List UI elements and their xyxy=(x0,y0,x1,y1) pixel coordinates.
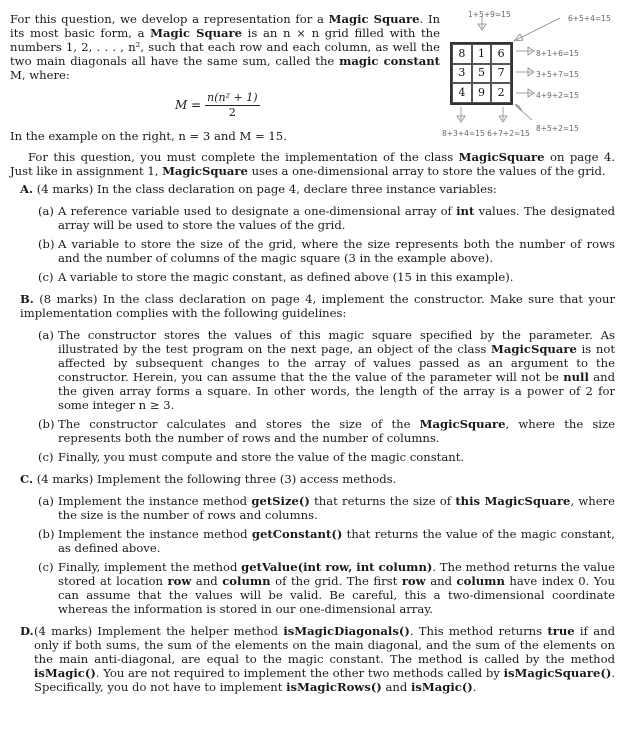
section-a-item-a xyxy=(10,204,615,232)
bold-term: Magic Square xyxy=(150,26,242,40)
section-letter: C. xyxy=(20,472,34,486)
intro-paragraph xyxy=(10,12,440,82)
row-sum-label: 4+9+2=15 xyxy=(536,91,579,100)
item-tag: (a) xyxy=(38,328,54,342)
bold-term: getSize() xyxy=(251,494,310,508)
section-b-item-a xyxy=(10,328,615,412)
section-b-heading xyxy=(10,292,615,320)
grid-cell: 1 xyxy=(472,44,492,64)
grid-cell: 7 xyxy=(491,64,511,84)
bold-term: isMagic() xyxy=(410,680,473,694)
bold-term: MagicSquare xyxy=(491,342,577,356)
item-text: A variable to store the magic constant, as defined above (15 in this example). xyxy=(58,270,514,284)
bold-term: MagicSquare xyxy=(162,164,248,178)
text: A reference variable used to designate a one-dimensional array of xyxy=(58,204,457,218)
text: , where the size is the number of rows and columns. xyxy=(58,494,616,522)
main-diagonal-sum-label: 8+5+2=15 xyxy=(536,124,579,133)
section-c-item-c xyxy=(10,560,615,616)
grid-cell: 9 xyxy=(472,83,492,103)
bold-term: null xyxy=(563,370,589,384)
bold-term: row xyxy=(167,574,192,588)
grid-cell: 6 xyxy=(491,44,511,64)
formula-fraction xyxy=(205,91,259,119)
bold-term: Magic Square xyxy=(328,12,420,26)
bold-term: MagicSquare xyxy=(419,417,506,431)
item-text xyxy=(20,624,615,694)
section-letter: A. xyxy=(20,182,34,196)
text: and xyxy=(381,680,411,694)
row-sum-label: 8+1+6=15 xyxy=(536,49,579,58)
column-sums-bottom-label: 8+3+4=15 6+7+2=15 xyxy=(442,129,530,138)
section-a-item-b xyxy=(10,237,615,265)
text: (4 marks) Implement the following three (3) access methods. xyxy=(33,472,397,486)
text: is not affected by subsequent changes to the array of values passed as an argument to the constructor. Herein, you can assume that the the value of the parameter will not be xyxy=(58,342,615,384)
item-tag: (c) xyxy=(38,270,54,284)
text: (8 marks) In the class declaration on page 4, implement the constructor. Make sure that your implementation complies with the following guidelines: xyxy=(20,292,615,320)
formula-denominator: 2 xyxy=(228,106,236,119)
item-tag: (b) xyxy=(38,417,55,431)
body-paragraph xyxy=(10,150,615,178)
grid-cell: 3 xyxy=(452,64,472,84)
bold-term: isMagicRows() xyxy=(286,680,382,694)
bold-term: getConstant() xyxy=(251,527,343,541)
item-text xyxy=(38,417,615,445)
text: (4 marks) Implement the helper method xyxy=(34,624,284,638)
text: M, where: xyxy=(10,68,70,82)
section-c-item-a xyxy=(10,494,615,522)
text: uses a one-dimensional array to store the values of the grid. xyxy=(247,164,606,178)
item-text: Finally, you must compute and store the value of the magic constant. xyxy=(58,450,465,464)
magic-square-figure xyxy=(440,0,623,160)
section-b xyxy=(10,292,615,464)
text: . xyxy=(472,680,477,694)
text: values. The designated array will be used to store the values of the grid. xyxy=(58,204,615,232)
bold-term: isMagic() xyxy=(34,666,96,680)
formula-lhs: M = xyxy=(175,98,202,112)
text: that returns the size of xyxy=(309,494,456,508)
item-tag: (b) xyxy=(38,237,55,251)
text: Implement the instance method xyxy=(58,494,252,508)
question-body xyxy=(10,150,615,699)
bold-term: int xyxy=(456,204,475,218)
bold-term: true xyxy=(547,624,575,638)
text: and xyxy=(191,574,223,588)
anti-diagonal-sum-label: 6+5+4=15 xyxy=(568,14,611,23)
text: that returns the value of the magic constant, as defined above. xyxy=(58,527,615,555)
text: on page 4. Just like in assignment 1, xyxy=(10,150,616,178)
item-text xyxy=(38,560,615,616)
text: of the grid. The first xyxy=(270,574,402,588)
column-sum-label: 1+5+9=15 xyxy=(468,10,511,19)
bold-term: row xyxy=(401,574,426,588)
bold-term: getValue(int row, int column) xyxy=(241,560,433,574)
text: have index 0. You can assume that the values will be valid. Be careful, this a two-dimensional coordinate whereas the information is stored in our one-dimensional array. xyxy=(58,574,615,616)
text: . You are not required to implement the other two methods called by xyxy=(95,666,504,680)
item-text: A variable to store the size of the grid, where the size represents both the number of rows and the number of columns of the magic square (3 in the example above). xyxy=(58,237,615,265)
bold-term: column xyxy=(456,574,505,588)
section-letter: D. xyxy=(20,624,34,638)
text: . The method returns the value stored at location xyxy=(58,560,615,588)
section-b-item-c xyxy=(10,450,615,464)
text: . Specifically, you do not have to implement xyxy=(34,666,615,694)
section-b-item-b xyxy=(10,417,615,445)
text: . This method returns xyxy=(409,624,548,638)
text: Implement the instance method xyxy=(58,527,252,541)
section-c-item-b xyxy=(10,527,615,555)
bold-term: this MagicSquare xyxy=(455,494,571,508)
bold-term: isMagicDiagonals() xyxy=(283,624,410,638)
item-tag: (b) xyxy=(38,527,55,541)
bold-term: MagicSquare xyxy=(458,150,545,164)
item-text xyxy=(38,328,615,412)
section-a xyxy=(10,182,615,284)
section-d-text xyxy=(10,624,615,694)
section-c-heading xyxy=(10,472,615,486)
grid-cell: 8 xyxy=(452,44,472,64)
text: The constructor stores the values of this magic square specified by the parameter. As illustrated by the test program on the next page, an object of the class xyxy=(58,328,615,356)
magic-constant-formula xyxy=(175,91,260,119)
example-line: In the example on the right, n = 3 and M = 15. xyxy=(10,129,287,143)
text: . In its most basic form, a xyxy=(10,12,440,40)
text: is an n × n grid filled with the numbers 1, 2, . . . , n², such that each row and each column, as well the two main diagonals all have the same sum, called the xyxy=(10,26,441,68)
item-tag: (a) xyxy=(38,494,54,508)
text: , where the size represents both the number of rows and the number of columns. xyxy=(58,417,615,445)
bold-term: magic constant xyxy=(339,54,440,68)
row-sum-label: 3+5+7=15 xyxy=(536,70,579,79)
section-a-item-c xyxy=(10,270,615,284)
grid-cell: 5 xyxy=(472,64,492,84)
item-tag: (c) xyxy=(38,560,54,574)
text: and the given array forms a square. In other words, the length of the array is a power of 2 for some integer n ≥ 3. xyxy=(58,370,615,412)
item-text xyxy=(38,204,615,232)
section-c xyxy=(10,472,615,616)
item-tag: (a) xyxy=(38,204,54,218)
item-text xyxy=(38,527,615,555)
text: The constructor calculates and stores the size of the xyxy=(58,417,420,431)
section-letter: B. xyxy=(20,292,34,306)
grid-cell: 2 xyxy=(491,83,511,103)
text: (4 marks) In the class declaration on page 4, declare three instance variables: xyxy=(33,182,497,196)
text: if and only if both sums, the sum of the elements on the main diagonal, and the sum of the elements on the main anti-diagonal, are equal to the magic constant. The method is called by the method xyxy=(34,624,616,666)
bold-term: column xyxy=(222,574,271,588)
formula-numerator: n(n² + 1) xyxy=(207,91,258,104)
item-text xyxy=(38,494,615,522)
bold-term: isMagicSquare() xyxy=(503,666,612,680)
text: and xyxy=(425,574,457,588)
grid-cell: 4 xyxy=(452,83,472,103)
magic-square-grid xyxy=(450,42,513,105)
text: Finally, implement the method xyxy=(58,560,242,574)
section-d xyxy=(10,624,615,694)
text: For this question, we develop a representation for a xyxy=(10,12,329,26)
section-a-heading xyxy=(10,182,615,196)
item-tag: (c) xyxy=(38,450,54,464)
text: For this question, you must complete the implementation of the class xyxy=(28,150,459,164)
